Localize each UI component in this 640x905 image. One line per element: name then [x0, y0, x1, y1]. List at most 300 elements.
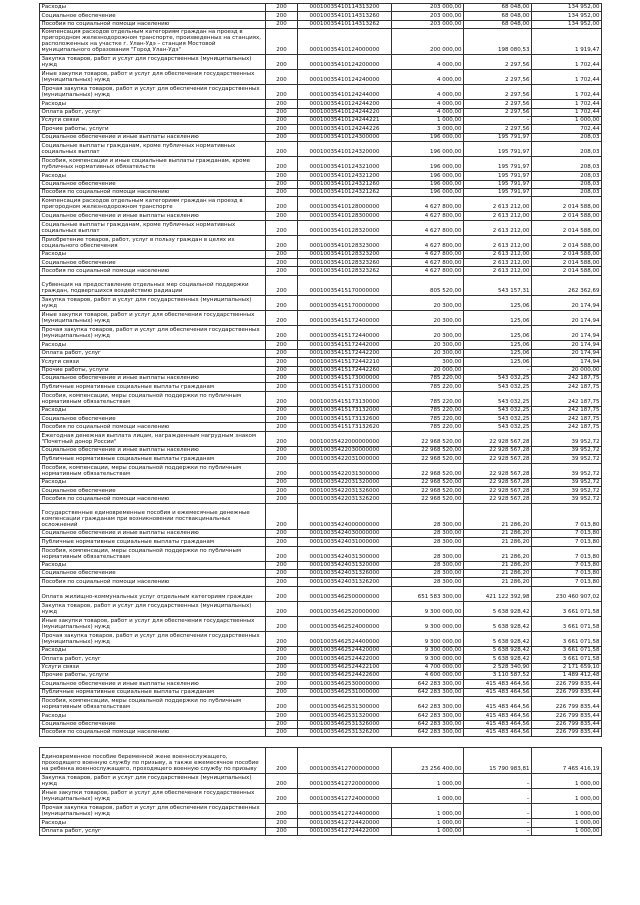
table-row	[40, 631, 602, 646]
row-plan-cell: 22 968 520,00	[392, 487, 464, 495]
row-remainder-cell: 2 014 588,00	[532, 220, 602, 235]
row-name-cell: Расходы	[40, 819, 266, 827]
row-kbk-cell: 00010035422031000000	[298, 455, 392, 463]
row-remainder-cell: 1 000,00	[532, 789, 602, 804]
row-code-cell: 200	[266, 250, 298, 258]
row-name-cell: Оплата жилищно-коммунальных услуг отдельным категориям граждан	[40, 586, 266, 601]
row-kbk-cell: 00010035462524422600	[298, 671, 392, 679]
row-remainder-cell: 242 187,75	[532, 423, 602, 431]
row-name-cell: Расходы	[40, 341, 266, 349]
row-name-cell: Публичные нормативные социальные выплаты гражданам	[40, 455, 266, 463]
row-executed-cell: 2 297,56	[464, 108, 532, 116]
table-row	[40, 235, 602, 250]
row-executed-cell: 125,06	[464, 296, 532, 311]
table-row	[40, 311, 602, 326]
row-kbk-cell: 00010035410128323262	[298, 267, 392, 275]
row-remainder-cell: 39 952,72	[532, 487, 602, 495]
row-name-cell: Компенсация расходов отдельным категориям граждан на проезд в пригородном железнодорожном транспорте	[40, 197, 266, 212]
row-executed-cell: 125,06	[464, 326, 532, 341]
row-name-cell: Социальное обеспечение и иные выплаты населению	[40, 133, 266, 141]
row-remainder-cell: 7 013,80	[532, 529, 602, 537]
table-row	[40, 680, 602, 688]
table-row	[40, 326, 602, 341]
row-kbk-cell: 00010035462531326000	[298, 720, 392, 728]
row-plan-cell: 9 300 000,00	[392, 631, 464, 646]
row-code-cell: 200	[266, 671, 298, 679]
spacer-cell	[532, 737, 602, 748]
table-row	[40, 720, 602, 728]
row-remainder-cell: 3 661 071,58	[532, 601, 602, 616]
row-executed-cell: 5 638 928,42	[464, 631, 532, 646]
row-name-cell: Оплата работ, услуг	[40, 655, 266, 663]
row-code-cell: 200	[266, 720, 298, 728]
row-kbk-cell: 00010035412724000000	[298, 789, 392, 804]
row-plan-cell: 4 627 800,00	[392, 220, 464, 235]
table-row	[40, 29, 602, 55]
row-executed-cell: 21 286,20	[464, 570, 532, 578]
row-executed-cell: –	[464, 804, 532, 819]
table-row	[40, 487, 602, 495]
row-executed-cell: 22 928 567,28	[464, 431, 532, 446]
row-code-cell: 200	[266, 423, 298, 431]
row-name-cell: Публичные нормативные социальные выплаты гражданам	[40, 688, 266, 696]
row-plan-cell: 28 300,00	[392, 561, 464, 569]
row-remainder-cell: 226 799 835,44	[532, 720, 602, 728]
row-remainder-cell: 208,03	[532, 188, 602, 196]
row-kbk-cell: 00010035410124240000	[298, 70, 392, 85]
row-kbk-cell: 00010035415173132620	[298, 423, 392, 431]
row-kbk-cell: 00010035410114313200	[298, 4, 392, 12]
row-plan-cell: 196 000,00	[392, 142, 464, 157]
row-plan-cell: 1 000,00	[392, 827, 464, 835]
row-code-cell: 200	[266, 311, 298, 326]
table-row	[40, 12, 602, 20]
row-remainder-cell: 1 000,00	[532, 819, 602, 827]
row-plan-cell: 785 220,00	[392, 391, 464, 406]
row-code-cell: 200	[266, 116, 298, 124]
table-row	[40, 646, 602, 654]
row-code-cell: 200	[266, 561, 298, 569]
row-remainder-cell: 20 000,00	[532, 366, 602, 374]
row-kbk-cell: 00010035424031300000	[298, 546, 392, 561]
table-row	[40, 180, 602, 188]
row-plan-cell: 1 000,00	[392, 819, 464, 827]
row-code-cell: 200	[266, 4, 298, 12]
row-plan-cell: 4 000,00	[392, 108, 464, 116]
row-code-cell: 200	[266, 220, 298, 235]
row-code-cell: 200	[266, 431, 298, 446]
row-plan-cell: 4 000,00	[392, 55, 464, 70]
row-remainder-cell: 20 174,94	[532, 341, 602, 349]
row-remainder-cell: 226 799 835,44	[532, 688, 602, 696]
row-code-cell: 200	[266, 29, 298, 55]
row-executed-cell: 195 791,97	[464, 188, 532, 196]
row-name-cell: Ежегодная денежная выплата лицам, награжденным нагрудным знаком "Почетный донор России"	[40, 431, 266, 446]
row-name-cell: Услуги связи	[40, 116, 266, 124]
table-row	[40, 250, 602, 258]
row-code-cell: 200	[266, 108, 298, 116]
row-executed-cell: 21 286,20	[464, 538, 532, 546]
row-executed-cell: 195 791,97	[464, 157, 532, 172]
row-name-cell: Пособия, компенсации, меры социальной поддержки по публичным нормативным обязательствам	[40, 546, 266, 561]
row-name-cell: Социальное обеспечение	[40, 180, 266, 188]
row-code-cell: 200	[266, 70, 298, 85]
row-kbk-cell: 00010035410124300000	[298, 133, 392, 141]
row-plan-cell: 785 220,00	[392, 406, 464, 414]
row-remainder-cell: 39 952,72	[532, 455, 602, 463]
row-kbk-cell: 00010035410114313260	[298, 12, 392, 20]
row-kbk-cell: 00010035462531000000	[298, 688, 392, 696]
row-plan-cell: 28 300,00	[392, 503, 464, 529]
row-kbk-cell: 00010035415172442210	[298, 358, 392, 366]
row-code-cell: 200	[266, 570, 298, 578]
row-plan-cell: 4 600 000,00	[392, 671, 464, 679]
row-executed-cell: 195 791,97	[464, 180, 532, 188]
table-row	[40, 391, 602, 406]
row-plan-cell: 4 627 800,00	[392, 267, 464, 275]
row-remainder-cell: 20 174,94	[532, 349, 602, 357]
row-code-cell: 200	[266, 212, 298, 220]
table-row	[40, 341, 602, 349]
row-executed-cell: 5 638 928,42	[464, 616, 532, 631]
row-remainder-cell: 39 952,72	[532, 446, 602, 454]
row-code-cell: 200	[266, 157, 298, 172]
table-row	[40, 406, 602, 414]
row-kbk-cell: 00010035422030000000	[298, 446, 392, 454]
row-kbk-cell: 00010035410114313262	[298, 20, 392, 28]
row-code-cell: 200	[266, 463, 298, 478]
row-kbk-cell: 00010035415173100000	[298, 383, 392, 391]
row-code-cell: 200	[266, 487, 298, 495]
row-code-cell: 200	[266, 680, 298, 688]
row-executed-cell: 22 928 567,28	[464, 495, 532, 503]
row-code-cell: 200	[266, 748, 298, 774]
row-remainder-cell: 3 661 071,58	[532, 655, 602, 663]
table-row	[40, 616, 602, 631]
row-code-cell: 200	[266, 235, 298, 250]
table-row	[40, 748, 602, 774]
row-code-cell: 200	[266, 197, 298, 212]
row-kbk-cell: 00010035412724400000	[298, 804, 392, 819]
row-executed-cell: 3 110 587,52	[464, 671, 532, 679]
row-executed-cell: 2 613 212,00	[464, 197, 532, 212]
row-code-cell: 200	[266, 142, 298, 157]
row-executed-cell: 22 928 567,28	[464, 446, 532, 454]
row-plan-cell: 28 300,00	[392, 570, 464, 578]
row-code-cell: 200	[266, 133, 298, 141]
row-remainder-cell: 39 952,72	[532, 463, 602, 478]
row-code-cell: 200	[266, 341, 298, 349]
row-name-cell: Расходы	[40, 478, 266, 486]
table-row	[40, 296, 602, 311]
row-kbk-cell: 00010035412724420000	[298, 819, 392, 827]
row-plan-cell: 9 300 000,00	[392, 646, 464, 654]
row-name-cell: Пособия по социальной помощи населению	[40, 495, 266, 503]
table-row	[40, 366, 602, 374]
row-code-cell: 200	[266, 275, 298, 296]
row-plan-cell: 203 000,00	[392, 4, 464, 12]
row-remainder-cell: 1 702,44	[532, 55, 602, 70]
row-code-cell: 200	[266, 804, 298, 819]
row-plan-cell: 20 000,00	[392, 366, 464, 374]
row-executed-cell: 198 080,53	[464, 29, 532, 55]
table-row	[40, 55, 602, 70]
row-plan-cell: 785 220,00	[392, 415, 464, 423]
row-plan-cell: 3 000,00	[392, 125, 464, 133]
table-row	[40, 789, 602, 804]
row-name-cell: Пособия, компенсации, меры социальной поддержки по публичным нормативным обязательствам	[40, 463, 266, 478]
row-plan-cell: 196 000,00	[392, 188, 464, 196]
row-remainder-cell: 3 661 071,58	[532, 616, 602, 631]
row-name-cell: Закупка товаров, работ и услуг для государственных (муниципальных) нужд	[40, 774, 266, 789]
row-remainder-cell: 1 000,00	[532, 804, 602, 819]
row-kbk-cell: 00010035424000000000	[298, 503, 392, 529]
row-executed-cell: –	[464, 774, 532, 789]
row-kbk-cell: 00010035410124244221	[298, 116, 392, 124]
row-plan-cell: 642 283 300,00	[392, 688, 464, 696]
row-plan-cell: 200 000,00	[392, 29, 464, 55]
row-kbk-cell: 00010035412724422000	[298, 827, 392, 835]
row-code-cell: 200	[266, 358, 298, 366]
row-code-cell: 200	[266, 663, 298, 671]
row-executed-cell: 2 297,56	[464, 70, 532, 85]
row-name-cell: Публичные нормативные социальные выплаты гражданам	[40, 383, 266, 391]
row-remainder-cell: 226 799 835,44	[532, 680, 602, 688]
table-row	[40, 4, 602, 12]
table-row	[40, 697, 602, 712]
row-code-cell: 200	[266, 85, 298, 100]
row-code-cell: 200	[266, 616, 298, 631]
row-code-cell: 200	[266, 578, 298, 586]
row-kbk-cell: 00010035462500000000	[298, 586, 392, 601]
table-row	[40, 570, 602, 578]
table-row	[40, 172, 602, 180]
row-code-cell: 200	[266, 296, 298, 311]
row-remainder-cell: 230 460 907,02	[532, 586, 602, 601]
row-executed-cell: 543 032,25	[464, 374, 532, 382]
row-plan-cell: 203 000,00	[392, 20, 464, 28]
table-row	[40, 358, 602, 366]
row-executed-cell: 195 791,97	[464, 133, 532, 141]
row-kbk-cell: 00010035462531320000	[298, 712, 392, 720]
table-row	[40, 275, 602, 296]
row-executed-cell: 415 483 464,56	[464, 712, 532, 720]
row-remainder-cell: 1 702,44	[532, 70, 602, 85]
row-remainder-cell: 7 013,80	[532, 503, 602, 529]
row-executed-cell: –	[464, 827, 532, 835]
row-code-cell: 200	[266, 391, 298, 406]
row-plan-cell: 4 627 800,00	[392, 250, 464, 258]
row-name-cell: Социальное обеспечение и иные выплаты населению	[40, 446, 266, 454]
row-remainder-cell: 20 174,94	[532, 296, 602, 311]
row-code-cell: 200	[266, 172, 298, 180]
row-plan-cell: 20 300,00	[392, 341, 464, 349]
row-kbk-cell: 00010035412720000000	[298, 774, 392, 789]
row-plan-cell: 4 000,00	[392, 85, 464, 100]
row-executed-cell: 22 928 567,28	[464, 463, 532, 478]
row-name-cell: Расходы	[40, 561, 266, 569]
row-code-cell: 200	[266, 697, 298, 712]
row-executed-cell: 2 613 212,00	[464, 267, 532, 275]
row-plan-cell: 22 968 520,00	[392, 455, 464, 463]
row-name-cell: Компенсация расходов отдельным категориям граждан на проезд в пригородном железнодорожном транспорте, произведенных на станциях, расположенных на участке г. Улан-Удэ – станция Мостовой муниципального образования "Город Улан-Удэ"	[40, 29, 266, 55]
row-plan-cell: 1 000,00	[392, 116, 464, 124]
row-executed-cell: 415 483 464,56	[464, 720, 532, 728]
row-remainder-cell: 134 952,00	[532, 4, 602, 12]
table-row	[40, 561, 602, 569]
row-remainder-cell: 2 014 588,00	[532, 259, 602, 267]
table-row	[40, 100, 602, 108]
row-kbk-cell: 00010035415172442000	[298, 341, 392, 349]
row-code-cell: 200	[266, 631, 298, 646]
row-executed-cell: 2 297,56	[464, 100, 532, 108]
row-plan-cell: 1 000,00	[392, 774, 464, 789]
row-code-cell: 200	[266, 259, 298, 267]
row-remainder-cell: 39 952,72	[532, 431, 602, 446]
row-kbk-cell: 00010035415170000000	[298, 275, 392, 296]
table-row	[40, 663, 602, 671]
row-plan-cell: 4 627 800,00	[392, 235, 464, 250]
row-remainder-cell: 242 187,75	[532, 391, 602, 406]
row-code-cell: 200	[266, 538, 298, 546]
row-name-cell: Иные закупки товаров, работ и услуг для обеспечения государственных (муниципальных) нужд	[40, 789, 266, 804]
row-remainder-cell: 242 187,75	[532, 415, 602, 423]
row-name-cell: Прочая закупка товаров, работ и услуг для обеспечения государственных (муниципальных) нужд	[40, 804, 266, 819]
row-executed-cell: 21 286,20	[464, 503, 532, 529]
row-code-cell: 200	[266, 12, 298, 20]
row-plan-cell: 20 300,00	[392, 326, 464, 341]
row-name-cell: Социальное обеспечение	[40, 12, 266, 20]
row-kbk-cell: 00010035410128323000	[298, 235, 392, 250]
row-executed-cell: –	[464, 819, 532, 827]
table-row	[40, 827, 602, 835]
row-plan-cell: 22 968 520,00	[392, 495, 464, 503]
row-remainder-cell: 242 187,75	[532, 374, 602, 382]
row-plan-cell: 4 627 800,00	[392, 212, 464, 220]
row-code-cell: 200	[266, 655, 298, 663]
table-row	[40, 455, 602, 463]
row-kbk-cell: 00010035422031300000	[298, 463, 392, 478]
row-kbk-cell: 00010035410124321262	[298, 188, 392, 196]
row-executed-cell: 421 122 392,98	[464, 586, 532, 601]
row-executed-cell: 2 613 212,00	[464, 212, 532, 220]
row-remainder-cell: 208,03	[532, 180, 602, 188]
row-remainder-cell: 1 000,00	[532, 116, 602, 124]
row-name-cell: Закупка товаров, работ и услуг для государственных (муниципальных) нужд	[40, 55, 266, 70]
row-name-cell: Социальные выплаты гражданам, кроме публичных нормативных социальных выплат	[40, 220, 266, 235]
row-plan-cell: 196 000,00	[392, 157, 464, 172]
row-kbk-cell: 00010035422031326000	[298, 487, 392, 495]
row-kbk-cell: 00010035415173132600	[298, 415, 392, 423]
row-plan-cell: 642 283 300,00	[392, 680, 464, 688]
table-row	[40, 538, 602, 546]
row-plan-cell: 9 300 000,00	[392, 655, 464, 663]
table-row	[40, 446, 602, 454]
row-name-cell: Закупка товаров, работ и услуг для государственных (муниципальных) нужд	[40, 296, 266, 311]
row-name-cell: Расходы	[40, 712, 266, 720]
row-remainder-cell: 1 702,44	[532, 100, 602, 108]
table-row	[40, 108, 602, 116]
row-plan-cell: 651 583 300,00	[392, 586, 464, 601]
table-row	[40, 188, 602, 196]
budget-execution-table	[39, 3, 602, 836]
table-row	[40, 819, 602, 827]
row-executed-cell: 5 638 928,42	[464, 601, 532, 616]
table-row	[40, 415, 602, 423]
row-name-cell: Пособия по социальной помощи населению	[40, 188, 266, 196]
row-executed-cell: 125,06	[464, 311, 532, 326]
row-remainder-cell: 262 362,69	[532, 275, 602, 296]
row-executed-cell: 415 483 464,56	[464, 697, 532, 712]
row-plan-cell: 28 300,00	[392, 546, 464, 561]
spacer-cell	[40, 737, 266, 748]
row-executed-cell: 2 613 212,00	[464, 235, 532, 250]
row-kbk-cell: 00010035415173000000	[298, 374, 392, 382]
row-executed-cell: 125,06	[464, 341, 532, 349]
row-kbk-cell: 00010035462524422100	[298, 663, 392, 671]
row-remainder-cell: 208,03	[532, 172, 602, 180]
row-name-cell: Социальные выплаты гражданам, кроме публичных нормативных социальных выплат	[40, 142, 266, 157]
row-executed-cell: 15 790 983,81	[464, 748, 532, 774]
row-name-cell: Пособия, компенсации, меры социальной поддержки по публичным нормативным обязательствам	[40, 391, 266, 406]
row-name-cell: Социальное обеспечение и иные выплаты населению	[40, 212, 266, 220]
row-remainder-cell: 20 174,94	[532, 326, 602, 341]
row-remainder-cell: 7 013,80	[532, 546, 602, 561]
row-plan-cell: 196 000,00	[392, 172, 464, 180]
table-row	[40, 586, 602, 601]
row-code-cell: 200	[266, 455, 298, 463]
table-row	[40, 578, 602, 586]
row-kbk-cell: 00010035410128000000	[298, 197, 392, 212]
row-executed-cell: 415 483 464,56	[464, 688, 532, 696]
row-plan-cell: 4 000,00	[392, 70, 464, 85]
row-kbk-cell: 00010035410124200000	[298, 55, 392, 70]
row-plan-cell: 28 300,00	[392, 538, 464, 546]
row-kbk-cell: 00010035462524422000	[298, 655, 392, 663]
table-row	[40, 804, 602, 819]
row-executed-cell: –	[464, 789, 532, 804]
row-remainder-cell: 702,44	[532, 125, 602, 133]
row-executed-cell: 415 483 464,56	[464, 728, 532, 736]
row-remainder-cell: 3 661 071,58	[532, 631, 602, 646]
table-body	[40, 4, 602, 836]
row-remainder-cell: 1 702,44	[532, 85, 602, 100]
row-executed-cell: 21 286,20	[464, 561, 532, 569]
row-executed-cell: 22 928 567,28	[464, 487, 532, 495]
table-row	[40, 503, 602, 529]
row-code-cell: 200	[266, 20, 298, 28]
row-code-cell: 200	[266, 349, 298, 357]
report-page	[39, 3, 601, 836]
row-plan-cell: 20 300,00	[392, 311, 464, 326]
table-row	[40, 267, 602, 275]
row-name-cell: Социальное обеспечение	[40, 487, 266, 495]
row-kbk-cell: 00010035424030000000	[298, 529, 392, 537]
row-plan-cell: 785 220,00	[392, 383, 464, 391]
row-name-cell: Социальное обеспечение и иные выплаты населению	[40, 529, 266, 537]
spacer-row	[40, 737, 602, 748]
row-plan-cell: 4 627 800,00	[392, 259, 464, 267]
row-name-cell: Социальное обеспечение	[40, 570, 266, 578]
row-kbk-cell: 00010035415172442260	[298, 366, 392, 374]
row-name-cell: Социальное обеспечение	[40, 720, 266, 728]
row-code-cell: 200	[266, 374, 298, 382]
row-remainder-cell: 1 000,00	[532, 774, 602, 789]
row-remainder-cell: 20 174,94	[532, 311, 602, 326]
table-row	[40, 688, 602, 696]
row-plan-cell: 22 968 520,00	[392, 478, 464, 486]
table-row	[40, 423, 602, 431]
